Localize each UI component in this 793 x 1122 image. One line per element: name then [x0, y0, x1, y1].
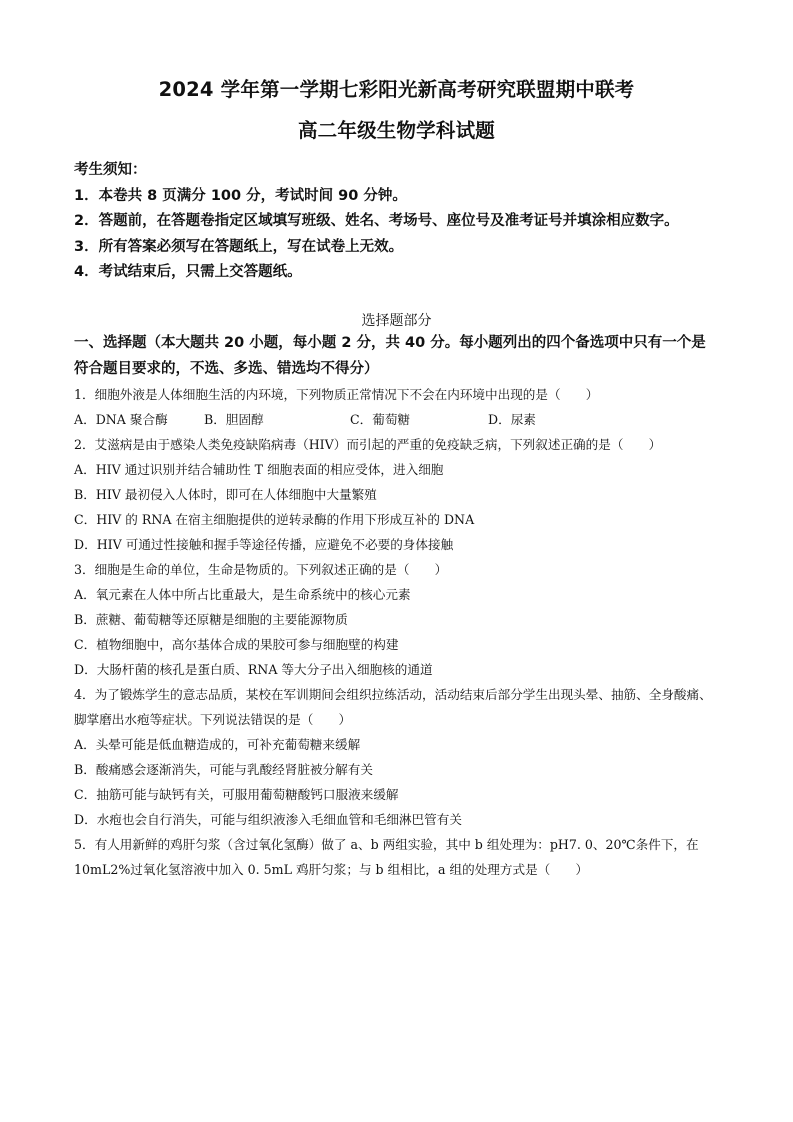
exam-subtitle: 高二年级生物学科试题: [297, 119, 495, 142]
question-5-stem: 5．有人用新鲜的鸡肝匀浆（含过氧化氢酶）做了 a、b 两组实验，其中 b 组处理为：pH7. 0、20℃条件下，在 10mL2%过氧化氢溶液中加入 0. 5mL 鸡肝匀浆；与 b 组相比，a 组的处理方式是（ ）: [74, 837, 699, 877]
exam-title: 2024 学年第一学期七彩阳光新高考研究联盟期中联考: [158, 78, 635, 101]
notice-item-4: 4．考试结束后，只需上交答题纸。: [74, 264, 302, 280]
question-2-option-a: A．HIV 通过识别并结合辅助性 T 细胞表面的相应受体，进入细胞: [74, 462, 444, 477]
question-2-stem: 2．艾滋病是由于感染人类免疫缺陷病毒（HIV）而引起的严重的免疫缺乏病，下列叙述正确的是（ ）: [74, 437, 662, 452]
question-2-option-c: C．HIV 的 RNA 在宿主细胞提供的逆转录酶的作用下形成互补的 DNA: [74, 512, 475, 527]
question-4-option-b: B．酸痛感会逐渐消失，可能与乳酸经肾脏被分解有关: [74, 762, 373, 777]
question-4-option-a: A．头晕可能是低血糖造成的，可补充葡萄糖来缓解: [74, 737, 361, 752]
part-heading: 一、选择题（本大题共 20 小题，每小题 2 分，共 40 分。每小题列出的四个备选项中只有一个是符合题目要求的，不选、多选、错选均不得分）: [74, 335, 706, 377]
question-1-option-c: C．葡萄糖: [350, 412, 411, 427]
question-1-stem: 1．细胞外液是人体细胞生活的内环境，下列物质正常情况下不会在内环境中出现的是（ ）: [74, 387, 599, 402]
question-1-option-b: B．胆固醇: [204, 412, 264, 427]
question-2-option-b: B．HIV 最初侵入人体时，即可在人体细胞中大量繁殖: [74, 487, 377, 502]
question-list: [74, 382, 719, 882]
question-4-stem: 4．为了锻炼学生的意志品质，某校在军训期间会组织拉练活动，活动结束后部分学生出现头晕、抽筋、全身酸痛、脚掌磨出水疱等症状。下列说法错误的是（ ）: [74, 687, 712, 727]
question-3-option-d: D．大肠杆菌的核孔是蛋白质、RNA 等大分子出入细胞核的通道: [74, 662, 433, 677]
notice-block: [74, 158, 719, 286]
notice-item-2: 2．答题前，在答题卷指定区域填写班级、姓名、考场号、座位号及准考证号并填涂相应数字。: [74, 213, 679, 229]
notice-item-3: 3．所有答案必须写在答题纸上，写在试卷上无效。: [74, 238, 404, 255]
question-4-option-c: C．抽筋可能与缺钙有关，可服用葡萄糖酸钙口服液来缓解: [74, 787, 399, 802]
question-3-stem: 3．细胞是生命的单位，生命是物质的。下列叙述正确的是（ ）: [74, 562, 448, 577]
notice-item-1: 1．本卷共 8 页满分 100 分，考试时间 90 分钟。: [74, 187, 407, 204]
question-3-option-a: A．氧元素在人体中所占比重最大，是生命系统中的核心元素: [74, 587, 411, 602]
section-title: 选择题部分: [361, 313, 432, 329]
question-1-options: [74, 407, 719, 432]
notice-heading: 考生须知：: [74, 162, 147, 178]
question-1-option-d: D．尿素: [488, 412, 536, 427]
question-3-option-c: C．植物细胞中，高尔基体合成的果胶可参与细胞壁的构建: [74, 637, 399, 652]
question-1-option-a: A．DNA 聚合酶: [74, 412, 168, 427]
question-2-option-d: D．HIV 可通过性接触和握手等途径传播，应避免不必要的身体接触: [74, 537, 454, 552]
question-3-option-b: B．蔗糖、葡萄糖等还原糖是细胞的主要能源物质: [74, 612, 348, 627]
question-4-option-d: D．水疱也会自行消失，可能与组织液渗入毛细血管和毛细淋巴管有关: [74, 812, 462, 827]
